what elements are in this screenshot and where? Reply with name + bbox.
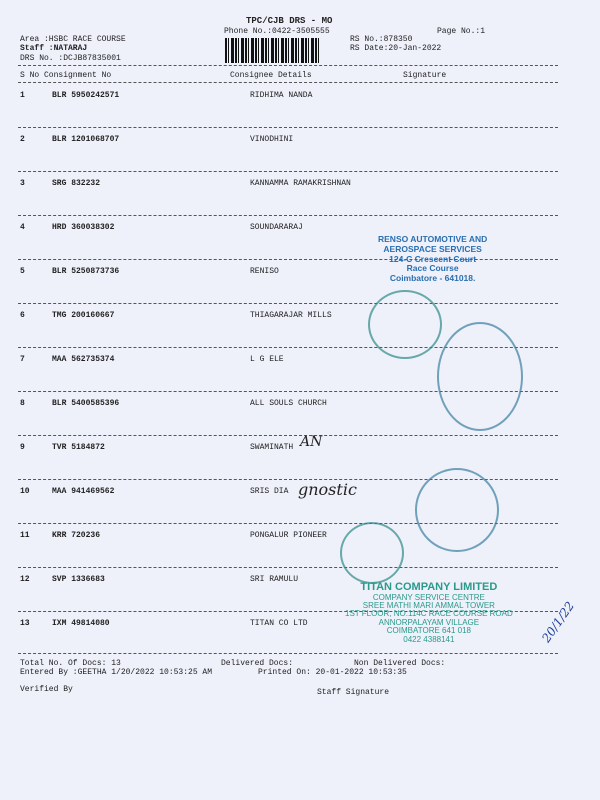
row-consignment: TVR 5184872 <box>52 443 105 452</box>
row-consignee: SWAMINATH <box>250 443 294 452</box>
doc-title: TPC/CJB DRS - MO <box>246 16 333 26</box>
total-docs: Total No. Of Docs: 13 <box>20 659 121 668</box>
row-consignee: KANNAMMA RAMAKRISHNAN <box>250 179 351 188</box>
row-sno: 9 <box>20 443 25 452</box>
divider <box>18 65 558 66</box>
printed-on: Printed On: 20-01-2022 10:53:35 <box>258 668 407 677</box>
row-consignee: THIAGARAJAR MILLS <box>250 311 332 320</box>
stamp-line: COIMBATORE 641 018 <box>386 626 471 636</box>
phone: Phone No.:0422-3505555 <box>224 27 330 36</box>
row-sno: 11 <box>20 531 30 540</box>
row-sno: 10 <box>20 487 30 496</box>
page-number: Page No.:1 <box>437 27 486 36</box>
row-consignee: PONGALUR PIONEER <box>250 531 327 540</box>
staff: Staff :NATARAJ <box>20 44 88 53</box>
row-consignment: BLR 5250873736 <box>52 267 120 276</box>
divider <box>18 567 558 568</box>
row-consignee: SOUNDARARAJ <box>250 223 303 232</box>
col-consignment: Consignment No <box>44 71 112 80</box>
row-consignment: TMG 200160667 <box>52 311 115 320</box>
stamp-line: RENSO AUTOMOTIVE AND <box>378 234 488 244</box>
row-sno: 1 <box>20 91 25 100</box>
row-consignment: KRR 720236 <box>52 531 101 540</box>
row-consignee: RENISO <box>250 267 279 276</box>
non-delivered-docs: Non Delivered Docs: <box>354 659 446 668</box>
row-consignee: L G ELE <box>250 355 284 364</box>
row-consignment: IXM 49814080 <box>52 619 110 628</box>
row-sno: 7 <box>20 355 25 364</box>
staff-signature: Staff Signature <box>317 688 390 697</box>
entered-by: Entered By :GEETHA 1/20/2022 10:53:25 AM <box>20 668 213 677</box>
row-consignment: SVP 1336683 <box>52 575 105 584</box>
row-consignment: MAA 562735374 <box>52 355 115 364</box>
stamp-line: TITAN COMPANY LIMITED <box>360 581 498 593</box>
row-sno: 12 <box>20 575 30 584</box>
pioneer-stamp <box>340 522 404 584</box>
lg-stamp <box>437 322 523 431</box>
row-consignee: TITAN CO LTD <box>250 619 308 628</box>
stamp-line: Race Course <box>406 263 459 274</box>
stamp-line: Coimbatore - 641018. <box>389 273 476 284</box>
handwritten-date: 20/1/22 <box>539 599 578 645</box>
renso-stamp <box>378 235 487 284</box>
drs-number: DRS No. :DCJB87835001 <box>20 54 121 63</box>
row-sno: 8 <box>20 399 25 408</box>
stamp-line: 0422 4388141 <box>403 634 455 644</box>
area: Area :HSBC RACE COURSE <box>20 35 126 44</box>
stamp-line: COMPANY SERVICE CENTRE <box>372 592 485 602</box>
stamp-line: SREE MATHI MARI AMMAL TOWER <box>362 600 495 610</box>
rs-date: RS Date:20-Jan-2022 <box>350 44 442 53</box>
stamp-line: 124-C Crescent Court <box>389 253 477 264</box>
barcode <box>225 38 321 63</box>
stamp-line: ANNORPALAYAM VILLAGE <box>378 617 480 627</box>
row-consignee: ALL SOULS CHURCH <box>250 399 327 408</box>
divider <box>18 215 558 216</box>
handwriting-gnostic: gnostic <box>298 480 357 499</box>
delivered-docs: Delivered Docs: <box>221 659 294 668</box>
stamp-line: AEROSPACE SERVICES <box>383 243 482 254</box>
divider <box>18 303 558 304</box>
row-consignee: SRIS DIA <box>250 487 289 496</box>
row-consignment: BLR 5950242571 <box>52 91 120 100</box>
divider <box>18 653 558 654</box>
divider <box>18 171 558 172</box>
row-sno: 3 <box>20 179 25 188</box>
divider <box>18 127 558 128</box>
row-consignment: MAA 941469562 <box>52 487 115 496</box>
row-consignee: SRI RAMULU <box>250 575 299 584</box>
row-consignment: SRG 832232 <box>52 179 101 188</box>
handwriting-an: AN <box>300 434 323 450</box>
row-consignment: BLR 5400585396 <box>52 399 120 408</box>
row-consignment: HRD 360038302 <box>52 223 115 232</box>
row-sno: 13 <box>20 619 30 628</box>
col-sno: S No <box>20 71 40 80</box>
round-stamp <box>368 290 442 359</box>
titan-stamp <box>345 582 513 644</box>
divider <box>18 82 558 83</box>
row-sno: 5 <box>20 267 25 276</box>
col-signature: Signature <box>403 71 447 80</box>
divider <box>18 435 558 436</box>
rs-number: RS No.:878350 <box>350 35 413 44</box>
row-sno: 2 <box>20 135 25 144</box>
row-sno: 4 <box>20 223 25 232</box>
row-sno: 6 <box>20 311 25 320</box>
sris-stamp <box>415 468 499 552</box>
row-consignment: BLR 1201068707 <box>52 135 120 144</box>
verified-by: Verified By <box>20 685 73 694</box>
row-consignee: VINODHINI <box>250 135 294 144</box>
stamp-line: 1ST FLOOR, NO.114C RACE COURSE ROAD <box>345 609 513 619</box>
row-consignee: RIDHIMA NANDA <box>250 91 313 100</box>
col-consignee: Consignee Details <box>230 71 312 80</box>
